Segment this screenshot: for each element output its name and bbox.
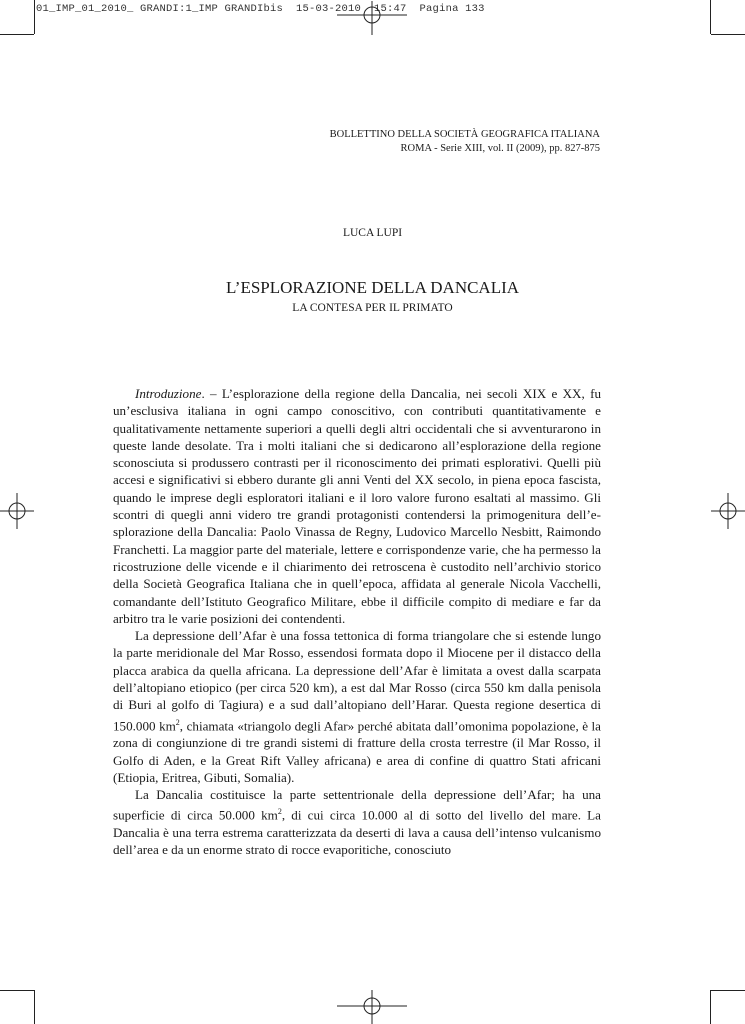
paragraph-text: . – L’esplorazione della regione della Dancalia, nei secoli XIX e XX, fu un’esclusiva italiana in ogni campo conoscitivo, con contributi quantitativamente e qualitativamente nettamente superiori a quelli degli altri occidentali che si avventurarono in queste lande desolate. Tra i molti italiani che si dedicarono all’esplorazione della regione sconosciuta si produssero contrasti per il riconoscimento dei primati esplorativi. Quelli più accesi e significativi si ebbero durante gli anni Venti del XX secolo, in piena epoca fascista, quando le imprese degli esploratori italiani e il loro valore furono esaltati al massimo. Gli scontri di quegli anni videro tre grandi protagonisti contendersi la primogenitura dell’esplorazione della Dancalia: Paolo Vinassa de Regny, Ludovico Marcello Nesbitt, Raimondo Franchetti. La maggior parte del materiale, lettere e corrispondenze varie, che ha permesso la ricostruzione delle vicende e il chiarimento dei retroscena è custodito nell’archivio storico della Società Geografica Italiana che in quell’epoca, affidata al generale Nicola Vacchelli, comandante dell’Istituto Geografico Militare, ebbe il difficile compito di mediare e far da arbitro tra le varie posizioni dei contendenti. xyxy=(113,386,601,626)
crop-mark-top-right-h xyxy=(711,34,745,35)
author-name: LUCA LUPI xyxy=(342,227,403,239)
article-subtitle: LA CONTESA PER IL PRIMATO xyxy=(292,302,453,314)
paragraph-text: La depressione dell’Afar è una fossa tettonica di forma triangolare che si estende lungo la parte meridionale del Mar Rosso, essendosi formata dopo il Miocene per il distacco della placca arabica da quella africana. La depressione dell’Afar è limitata a ovest dalla scarpata dell’altopiano etiopico (per circa 520 km), a est dal Mar Rosso (circa 550 km dalla penisola di Buri al golfo di Tagiura) e a sud dall’altopiano dell’Harar. Questa regione desertica di 150.000 km xyxy=(113,628,601,733)
registration-mark-top-icon xyxy=(337,1,407,37)
crop-mark-bottom-right-v xyxy=(710,990,711,1024)
registration-mark-right-icon xyxy=(709,493,745,529)
crop-mark-top-left-h xyxy=(0,34,34,35)
crop-mark-top-left-v xyxy=(34,0,35,34)
paragraph-text: La Dancalia costituisce la parte settentrionale della depressione dell’Afar; ha una superficie di circa 50.000 km xyxy=(113,787,601,823)
paragraph-dancalia xyxy=(113,786,601,859)
crop-mark-bottom-left-h xyxy=(0,990,34,991)
superscript: 2 xyxy=(175,717,180,727)
section-lead: Introduzione xyxy=(135,386,202,401)
superscript: 2 xyxy=(277,807,282,817)
registration-mark-left-icon xyxy=(0,493,36,529)
paragraph-introduction xyxy=(113,385,601,627)
crop-mark-bottom-right-h xyxy=(711,990,745,991)
article-body xyxy=(113,385,601,859)
crop-mark-top-right-v xyxy=(710,0,711,34)
paragraph-text: , di cui circa 10.000 al di sotto del livello del mare. La Dancalia è una terra estrema caratterizzata da deserti di lava a causa dell’intenso vulcanismo dell’area e da un enorme strato di rocce evaporitiche, conosciuto xyxy=(113,807,601,858)
printer-slug: 01_IMP_01_2010_ GRANDI:1_IMP GRANDIbis 15-03-2010 15:47 Pagina 133 xyxy=(36,3,485,15)
registration-mark-bottom-icon xyxy=(337,988,407,1024)
crop-mark-bottom-left-v xyxy=(34,990,35,1024)
paragraph-text: , chiamata «triangolo degli Afar» perché abitata dall’omonima popolazione, è la zona di congiunzione di tre grandi sistemi di fratture della crosta terrestre (il Mar Rosso, il Golfo di Aden, e la Great Rift Valley africana) e area di confine di quattro Stati africani (Etiopia, Eritrea, Gibuti, Somalia). xyxy=(113,718,601,785)
article-title: L’ESPLORAZIONE DELLA DANCALIA xyxy=(225,278,520,297)
journal-issue: ROMA - Serie XIII, vol. II (2009), pp. 827-875 xyxy=(400,143,600,154)
journal-header xyxy=(330,128,600,156)
paragraph-afar xyxy=(113,627,601,786)
journal-name: BOLLETTINO DELLA SOCIETÀ GEOGRAFICA ITALIANA xyxy=(329,129,600,140)
